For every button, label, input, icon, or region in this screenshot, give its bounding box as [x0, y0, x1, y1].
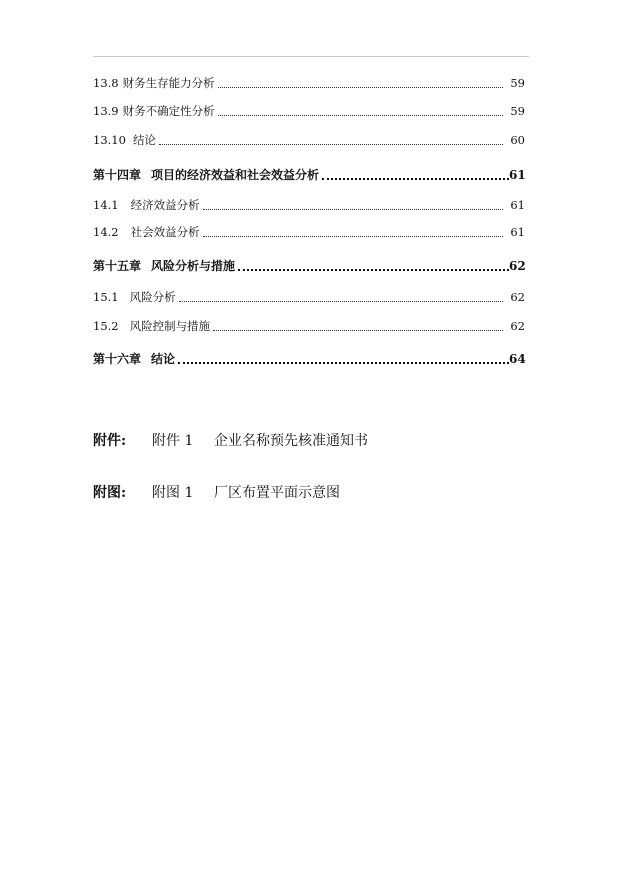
toc-entry-chapter-14[interactable]	[93, 168, 525, 183]
toc-page-number: 61	[510, 198, 525, 212]
dot-leader	[178, 361, 509, 364]
toc-title: 结论	[151, 352, 176, 366]
toc-number: 15.1	[93, 290, 119, 304]
appendix-label: 附图:	[93, 485, 127, 501]
toc-page-number: 60	[510, 133, 525, 147]
toc-title: 社会效益分析	[130, 225, 200, 239]
toc-entry-chapter-15[interactable]	[93, 259, 525, 274]
toc-entry-13-9[interactable]	[93, 104, 525, 119]
appendix-item-title: 企业名称预先核准通知书	[214, 433, 368, 449]
toc-page-number: 62	[510, 319, 525, 333]
toc-title: 项目的经济效益和社会效益分析	[151, 168, 320, 182]
appendix-attachment	[93, 432, 368, 450]
toc-page-number: 59	[510, 76, 525, 90]
dot-leader	[322, 177, 509, 180]
toc-title: 财务不确定性分析	[122, 104, 215, 118]
toc-page-number: 61	[509, 168, 526, 182]
toc-title: 风险分析与措施	[151, 259, 236, 273]
toc-title: 经济效益分析	[130, 198, 200, 212]
toc-entry-14-1[interactable]	[93, 198, 525, 213]
toc-page-number: 64	[509, 352, 526, 366]
dot-leader	[159, 143, 503, 145]
toc-number: 14.1	[93, 198, 119, 212]
appendix-item-number: 附图 1	[152, 485, 194, 501]
toc-entry-15-1[interactable]	[93, 290, 525, 305]
toc-entry-15-2[interactable]	[93, 319, 525, 334]
toc-number: 13.9	[93, 104, 119, 118]
toc-number: 15.2	[93, 319, 119, 333]
toc-number: 13.10	[93, 133, 126, 147]
toc-page-number: 59	[510, 104, 525, 118]
dot-leader	[203, 235, 503, 237]
toc-number: 第十六章	[93, 352, 142, 366]
toc-title: 结论	[132, 133, 156, 147]
appendix-label: 附件:	[93, 433, 127, 449]
header-rule	[93, 56, 529, 57]
appendix-item-title: 厂区布置平面示意图	[214, 485, 340, 501]
toc-page-number: 62	[509, 259, 526, 273]
dot-leader	[213, 329, 503, 331]
toc-number: 第十五章	[93, 259, 142, 273]
toc-entry-13-8[interactable]	[93, 76, 525, 91]
toc-entry-13-10[interactable]	[93, 133, 525, 148]
toc-page-number: 61	[510, 225, 525, 239]
toc-entry-14-2[interactable]	[93, 225, 525, 240]
toc-number: 第十四章	[93, 168, 142, 182]
dot-leader	[179, 300, 503, 302]
dot-leader	[218, 86, 503, 88]
toc-title: 风险控制与措施	[129, 319, 211, 333]
dot-leader	[218, 114, 503, 116]
toc-title: 风险分析	[129, 290, 176, 304]
toc-number: 14.2	[93, 225, 119, 239]
appendix-item-number: 附件 1	[152, 433, 194, 449]
dot-leader	[203, 208, 503, 210]
toc-page-number: 62	[510, 290, 525, 304]
toc-entry-chapter-16[interactable]	[93, 352, 525, 367]
dot-leader	[238, 268, 509, 271]
toc-title: 财务生存能力分析	[122, 76, 215, 90]
appendix-figure	[93, 484, 340, 502]
toc-number: 13.8	[93, 76, 119, 90]
